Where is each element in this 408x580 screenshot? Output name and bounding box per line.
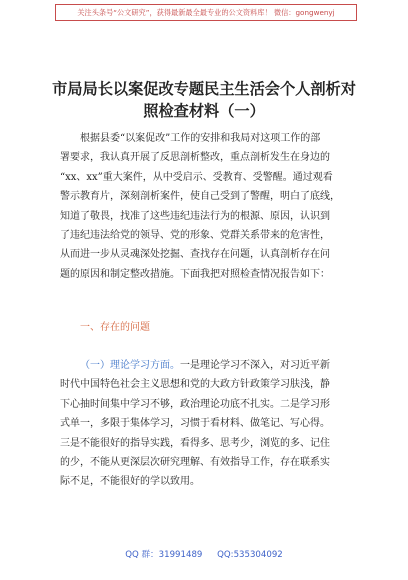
section-heading: 一、存在的问题 <box>80 322 150 333</box>
intro-paragraph <box>60 129 354 284</box>
intro-line: 根据县委“以案促改”工作的安排和我局对这项工作的部 <box>80 133 321 144</box>
body-line: 下心抽时间集中学习不够，政治理论功底不扎实。二是学习形 <box>60 398 330 410</box>
intro-line: 警示教育片，深刻剖析案件，使自己受到了警醒，明白了底线， <box>60 191 340 203</box>
body-line: 际不足，不能很好的学以致用。 <box>60 476 200 488</box>
body-line-text: 一是理论学习不深入，对习近平新 <box>180 360 330 371</box>
footer-qq-group: QQ 群：31991489 <box>125 550 203 560</box>
body-line: 时代中国特色社会主义思想和党的大政方针政策学习肤浅，静 <box>60 379 330 391</box>
body-line: 的少，不能从更深层次研究理解、有效指导工作，存在联系实 <box>60 457 330 469</box>
intro-line: 署要求，我认真开展了反思剖析整改，重点剖析发生在身边的 <box>60 152 330 164</box>
header-banner: 关注头条号“公文研究”，获得最新最全最专业的公文资料库！ 微信：gongwenyj <box>55 4 357 21</box>
intro-line: 题的原因和制定整改措施。下面我把对照检查情况报告如下： <box>60 268 330 280</box>
title-line-1: 市局局长以案促改专题民主生活会个人剖析对 <box>52 80 356 98</box>
body-paragraph <box>60 356 354 492</box>
document-title <box>40 78 368 122</box>
footer-contact <box>0 548 408 560</box>
intro-line: 了违纪违法给党的领导、党的形象、党群关系带来的危害性， <box>60 230 330 242</box>
subsection-label: （一）理论学习方面。 <box>80 360 180 371</box>
title-line-2: 照检查材料（一） <box>143 102 265 120</box>
body-line: 三是不能很好的指导实践，看得多、思考少，浏览的多、记住 <box>60 437 330 449</box>
intro-line: 知道了敬畏，找准了这些违纪违法行为的根源、原因，认识到 <box>60 210 330 222</box>
body-line: 式单一，多限于集体学习，习惯于看材料、做笔记、写心得。 <box>60 418 330 430</box>
footer-qq: QQ:535304092 <box>217 550 283 560</box>
body-line <box>60 356 354 375</box>
intro-line: 从而进一步从灵魂深处挖掘、查找存在问题，认真剖析存在问 <box>60 249 330 261</box>
intro-line: “xx、xx”重大案件，从中受启示、受教育、受警醒。通过观看 <box>60 171 333 183</box>
